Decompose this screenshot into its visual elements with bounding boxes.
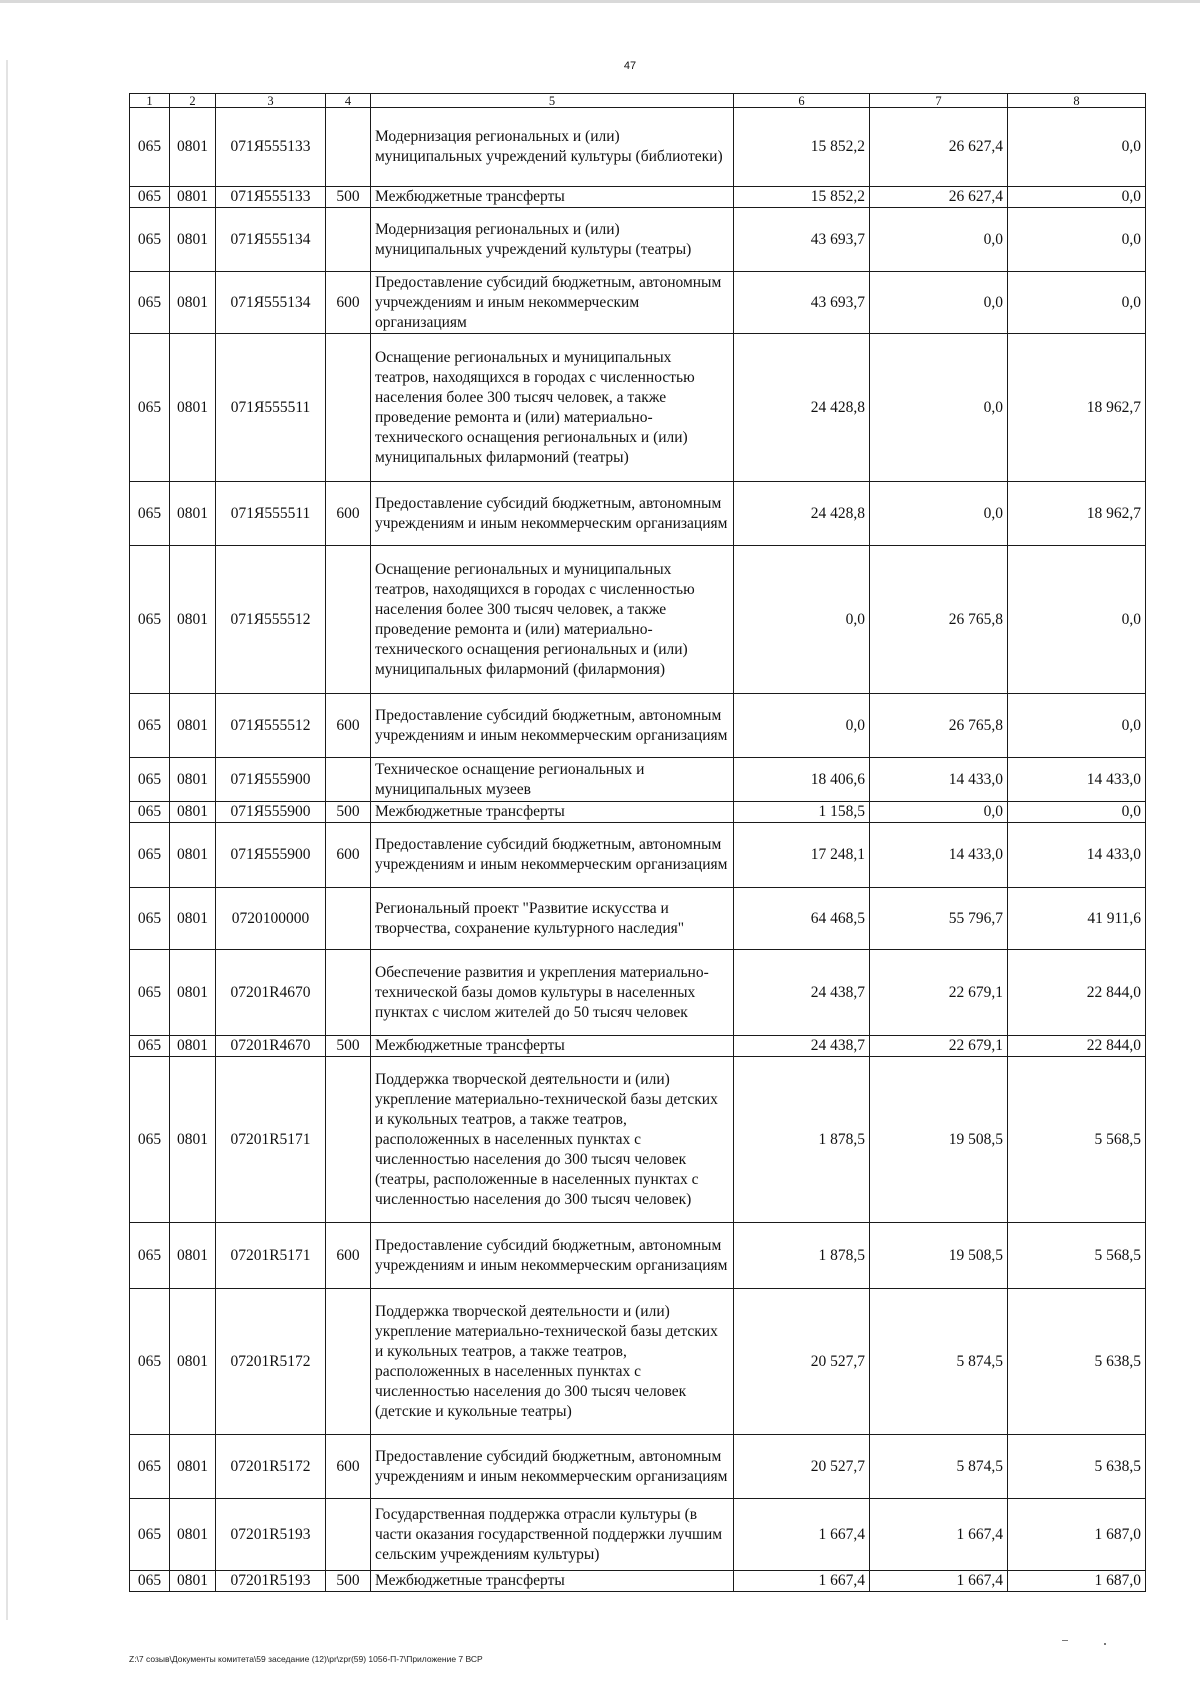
expense-type-code: 500 [326,1571,371,1592]
table-row [130,1036,1146,1057]
amount-col6: 64 468,5 [734,888,870,950]
section-code: 0801 [170,187,216,208]
column-header: 6 [734,94,870,108]
amount-col6: 24 428,8 [734,482,870,546]
scan-edge-left [6,60,8,1620]
amount-col8: 5 638,5 [1008,1289,1146,1435]
expense-type-code [326,208,371,272]
target-article-code: 071Я555900 [216,802,326,823]
amount-col6: 0,0 [734,694,870,758]
table-row [130,546,1146,694]
table-row [130,1571,1146,1592]
amount-col8: 14 433,0 [1008,823,1146,888]
target-article-code: 07201R4670 [216,950,326,1036]
expense-type-code: 500 [326,802,371,823]
ministry-code: 065 [130,208,170,272]
row-description: Поддержка творческой деятельности и (или) укрепление материально-технической базы детских и кукольных театров, а также театров, расположенных в населенных пунктах с численностью населения до 300 тысяч человек (детские и кукольные театры) [371,1289,734,1435]
amount-col6: 1 878,5 [734,1223,870,1289]
section-code: 0801 [170,1057,216,1223]
ministry-code: 065 [130,334,170,482]
expense-type-code: 600 [326,823,371,888]
column-header: 1 [130,94,170,108]
amount-col6: 1 667,4 [734,1499,870,1571]
amount-col7: 26 627,4 [870,187,1008,208]
page-number: 47 [623,60,637,72]
amount-col8: 22 844,0 [1008,950,1146,1036]
ministry-code: 065 [130,108,170,187]
target-article-code: 071Я555900 [216,823,326,888]
expense-type-code [326,334,371,482]
ministry-code: 065 [130,482,170,546]
amount-col7: 14 433,0 [870,758,1008,802]
target-article-code: 07201R5171 [216,1223,326,1289]
row-description: Межбюджетные трансферты [371,802,734,823]
section-code: 0801 [170,334,216,482]
amount-col7: 0,0 [870,272,1008,334]
budget-table [129,93,1146,1592]
expense-type-code [326,950,371,1036]
section-code: 0801 [170,272,216,334]
amount-col8: 0,0 [1008,208,1146,272]
table-row [130,1057,1146,1223]
expense-type-code [326,758,371,802]
target-article-code: 071Я555133 [216,187,326,208]
amount-col7: 19 508,5 [870,1057,1008,1223]
row-description: Оснащение региональных и муниципальных театров, находящихся в городах с численностью населения более 300 тысяч человек, а также проведение ремонта и (или) материально-технического оснащения региональных и (или) муниципальных филармоний (театры) [371,334,734,482]
target-article-code: 071Я555512 [216,694,326,758]
expense-type-code: 600 [326,1435,371,1499]
scan-edge [0,0,1200,3]
row-description: Оснащение региональных и муниципальных театров, находящихся в городах с численностью населения более 300 тысяч человек, а также проведение ремонта и (или) материально-технического оснащения региональных и (или) муниципальных филармоний (филармония) [371,546,734,694]
row-description: Техническое оснащение региональных и муниципальных музеев [371,758,734,802]
amount-col8: 0,0 [1008,187,1146,208]
section-code: 0801 [170,802,216,823]
section-code: 0801 [170,823,216,888]
target-article-code: 07201R5172 [216,1435,326,1499]
target-article-code: 071Я555134 [216,208,326,272]
ministry-code: 065 [130,1499,170,1571]
amount-col6: 43 693,7 [734,272,870,334]
amount-col7: 55 796,7 [870,888,1008,950]
amount-col7: 14 433,0 [870,823,1008,888]
table-row [130,272,1146,334]
section-code: 0801 [170,108,216,187]
section-code: 0801 [170,546,216,694]
section-code: 0801 [170,208,216,272]
target-article-code: 07201R5193 [216,1571,326,1592]
row-description: Поддержка творческой деятельности и (или) укрепление материально-технической базы детских и кукольных театров, а также театров, расположенных в населенных пунктах с численностью населения до 300 тысяч человек (театры, расположенные в населенных пунктах с численностью населения до 300 тысяч человек) [371,1057,734,1223]
amount-col8: 5 638,5 [1008,1435,1146,1499]
column-header: 5 [371,94,734,108]
table-row [130,1435,1146,1499]
column-header: 4 [326,94,371,108]
section-code: 0801 [170,1289,216,1435]
amount-col6: 24 438,7 [734,950,870,1036]
section-code: 0801 [170,1036,216,1057]
row-description: Предоставление субсидий бюджетным, автономным учреждениям и иным некоммерческим организациям [371,823,734,888]
target-article-code: 071Я555511 [216,482,326,546]
amount-col7: 26 765,8 [870,546,1008,694]
amount-col6: 15 852,2 [734,108,870,187]
section-code: 0801 [170,482,216,546]
amount-col8: 0,0 [1008,272,1146,334]
scan-speck [1062,1640,1068,1641]
column-header: 8 [1008,94,1146,108]
ministry-code: 065 [130,1435,170,1499]
amount-col6: 24 438,7 [734,1036,870,1057]
expense-type-code [326,1289,371,1435]
target-article-code: 07201R5171 [216,1057,326,1223]
expense-type-code: 600 [326,272,371,334]
amount-col7: 22 679,1 [870,950,1008,1036]
amount-col6: 24 428,8 [734,334,870,482]
row-description: Региональный проект "Развитие искусства и творчества, сохранение культурного наследия" [371,888,734,950]
amount-col6: 1 878,5 [734,1057,870,1223]
ministry-code: 065 [130,546,170,694]
table-row [130,482,1146,546]
expense-type-code [326,1057,371,1223]
row-description: Предоставление субсидий бюджетным, автономным учреждениям и иным некоммерческим организациям [371,482,734,546]
column-header: 2 [170,94,216,108]
ministry-code: 065 [130,758,170,802]
expense-type-code: 500 [326,1036,371,1057]
amount-col6: 1 667,4 [734,1571,870,1592]
target-article-code: 07201R5193 [216,1499,326,1571]
scan-speck [1104,1643,1106,1645]
section-code: 0801 [170,950,216,1036]
target-article-code: 07201R4670 [216,1036,326,1057]
ministry-code: 065 [130,1036,170,1057]
ministry-code: 065 [130,1289,170,1435]
expense-type-code: 600 [326,482,371,546]
amount-col7: 0,0 [870,208,1008,272]
amount-col7: 0,0 [870,334,1008,482]
amount-col7: 1 667,4 [870,1499,1008,1571]
section-code: 0801 [170,1435,216,1499]
amount-col6: 15 852,2 [734,187,870,208]
section-code: 0801 [170,758,216,802]
ministry-code: 065 [130,1057,170,1223]
amount-col8: 0,0 [1008,546,1146,694]
amount-col6: 1 158,5 [734,802,870,823]
ministry-code: 065 [130,823,170,888]
amount-col7: 19 508,5 [870,1223,1008,1289]
table-row [130,694,1146,758]
amount-col7: 26 627,4 [870,108,1008,187]
column-header: 7 [870,94,1008,108]
expense-type-code [326,888,371,950]
ministry-code: 065 [130,802,170,823]
row-description: Государственная поддержка отрасли культуры (в части оказания государственной поддержки лучшим сельским учреждениям культуры) [371,1499,734,1571]
amount-col7: 5 874,5 [870,1289,1008,1435]
section-code: 0801 [170,888,216,950]
row-description: Модернизация региональных и (или) муниципальных учреждений культуры (библиотеки) [371,108,734,187]
table-row [130,187,1146,208]
expense-type-code: 600 [326,1223,371,1289]
ministry-code: 065 [130,694,170,758]
amount-col8: 41 911,6 [1008,888,1146,950]
amount-col6: 17 248,1 [734,823,870,888]
row-description: Предоставление субсидий бюджетным, автономным учреждениям и иным некоммерческим организациям [371,694,734,758]
target-article-code: 071Я555512 [216,546,326,694]
table-row [130,1223,1146,1289]
amount-col8: 14 433,0 [1008,758,1146,802]
target-article-code: 071Я555511 [216,334,326,482]
table-row [130,108,1146,187]
amount-col6: 20 527,7 [734,1435,870,1499]
amount-col6: 43 693,7 [734,208,870,272]
target-article-code: 071Я555134 [216,272,326,334]
target-article-code: 071Я555133 [216,108,326,187]
row-description: Предоставление субсидий бюджетным, автономным учрчеждениям и иным некоммерческим организациям [371,272,734,334]
table-row [130,888,1146,950]
table-row [130,802,1146,823]
amount-col7: 26 765,8 [870,694,1008,758]
amount-col7: 1 667,4 [870,1571,1008,1592]
file-path-footer: Z:\7 созыв\Документы комитета\59 заседание (12)\pr\zpr(59) 1056-П-7\Приложение 7 ВСР [129,1654,483,1664]
target-article-code: 07201R5172 [216,1289,326,1435]
amount-col8: 18 962,7 [1008,482,1146,546]
amount-col8: 1 687,0 [1008,1499,1146,1571]
table-row [130,950,1146,1036]
expense-type-code: 600 [326,694,371,758]
section-code: 0801 [170,694,216,758]
expense-type-code [326,1499,371,1571]
row-description: Межбюджетные трансферты [371,1036,734,1057]
amount-col8: 1 687,0 [1008,1571,1146,1592]
table-row [130,1499,1146,1571]
expense-type-code: 500 [326,187,371,208]
amount-col8: 5 568,5 [1008,1057,1146,1223]
table-row [130,758,1146,802]
expense-type-code [326,108,371,187]
target-article-code: 0720100000 [216,888,326,950]
amount-col8: 22 844,0 [1008,1036,1146,1057]
ministry-code: 065 [130,1223,170,1289]
column-header: 3 [216,94,326,108]
row-description: Предоставление субсидий бюджетным, автономным учреждениям и иным некоммерческим организациям [371,1435,734,1499]
ministry-code: 065 [130,187,170,208]
amount-col7: 0,0 [870,802,1008,823]
column-number-row [130,94,1146,108]
table-row [130,1289,1146,1435]
row-description: Модернизация региональных и (или) муниципальных учреждений культуры (театры) [371,208,734,272]
amount-col8: 0,0 [1008,108,1146,187]
amount-col8: 0,0 [1008,694,1146,758]
row-description: Обеспечение развития и укрепления материально-технической базы домов культуры в населенных пунктах с числом жителей до 50 тысяч человек [371,950,734,1036]
amount-col7: 22 679,1 [870,1036,1008,1057]
amount-col6: 0,0 [734,546,870,694]
ministry-code: 065 [130,272,170,334]
section-code: 0801 [170,1223,216,1289]
amount-col7: 0,0 [870,482,1008,546]
table-row [130,823,1146,888]
amount-col8: 0,0 [1008,802,1146,823]
amount-col7: 5 874,5 [870,1435,1008,1499]
amount-col6: 18 406,6 [734,758,870,802]
target-article-code: 071Я555900 [216,758,326,802]
row-description: Межбюджетные трансферты [371,1571,734,1592]
expense-type-code [326,546,371,694]
amount-col8: 5 568,5 [1008,1223,1146,1289]
table-row [130,208,1146,272]
amount-col6: 20 527,7 [734,1289,870,1435]
section-code: 0801 [170,1571,216,1592]
ministry-code: 065 [130,1571,170,1592]
section-code: 0801 [170,1499,216,1571]
ministry-code: 065 [130,888,170,950]
amount-col8: 18 962,7 [1008,334,1146,482]
row-description: Межбюджетные трансферты [371,187,734,208]
table-row [130,334,1146,482]
ministry-code: 065 [130,950,170,1036]
row-description: Предоставление субсидий бюджетным, автономным учреждениям и иным некоммерческим организациям [371,1223,734,1289]
